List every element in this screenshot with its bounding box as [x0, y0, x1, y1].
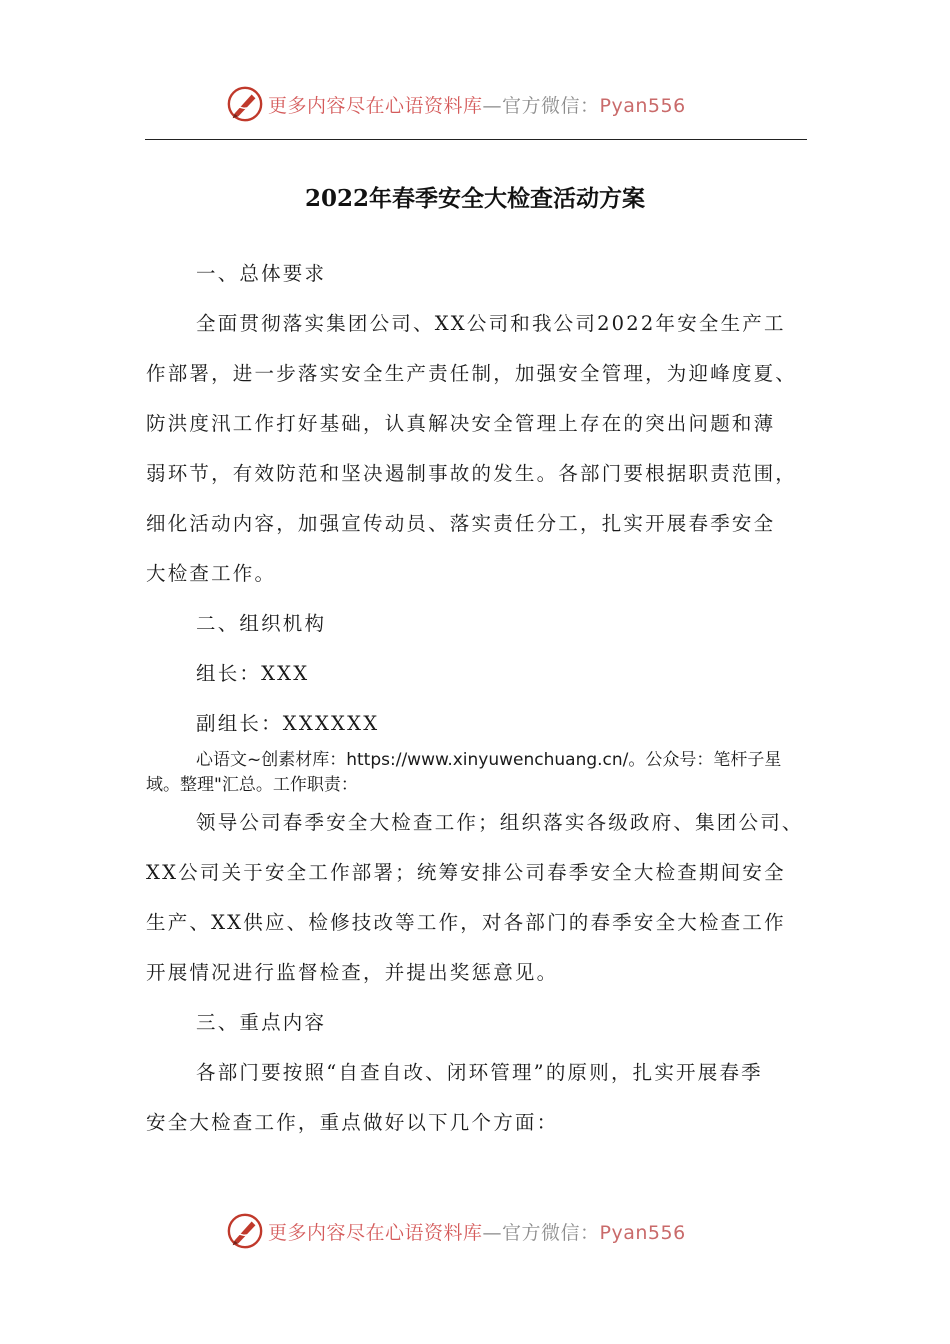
banner-dash: — [482, 94, 503, 117]
banner-wechat-id: Pyan556 [599, 94, 686, 117]
paragraph-line: 大检查工作。 [146, 562, 277, 585]
paragraph-line: 组长：XXX [196, 662, 310, 685]
section-heading: 一、总体要求 [196, 262, 327, 285]
banner-text [268, 91, 686, 118]
banner-dash: — [482, 1221, 503, 1244]
banner-main-text: 更多内容尽在心语资料库 [268, 94, 483, 117]
header-banner [226, 84, 686, 124]
paragraph-line: 安全大检查工作，重点做好以下几个方面： [146, 1111, 559, 1134]
inserted-notice-line: 域。整理"汇总。工作职责： [146, 775, 358, 795]
banner-sub-text: 官方微信： [502, 94, 600, 117]
banner-sub-text: 官方微信： [502, 1221, 600, 1244]
inserted-notice-line: 心语文~创素材库：https://www.xinyuwenchuang.cn/。公众号：笔杆子星 [196, 750, 782, 770]
banner-text [268, 1218, 686, 1245]
section-heading: 三、重点内容 [196, 1011, 327, 1034]
paragraph-line: 各部门要按照“自查自改、闭环管理”的原则，扎实开展春季 [196, 1061, 763, 1084]
document-title: 2022年春季安全大检查活动方案 [304, 185, 645, 212]
header-divider [145, 139, 807, 140]
section-heading: 二、组织机构 [196, 612, 327, 635]
paragraph-line: 开展情况进行监督检查，并提出奖惩意见。 [146, 961, 559, 984]
paragraph-line: 生产、XX供应、检修技改等工作，对各部门的春季安全大检查工作 [146, 911, 786, 934]
paragraph-line: XX公司关于安全工作部署；统筹安排公司春季安全大检查期间安全 [146, 861, 786, 884]
paragraph-line: 防洪度汛工作打好基础，认真解决安全管理上存在的突出问题和薄 [146, 412, 776, 435]
banner-main-text: 更多内容尽在心语资料库 [268, 1221, 483, 1244]
banner-wechat-id: Pyan556 [599, 1221, 686, 1244]
footer-banner [226, 1211, 686, 1251]
paragraph-line: 弱环节，有效防范和坚决遏制事故的发生。各部门要根据职责范围， [146, 462, 798, 485]
paragraph-line: 全面贯彻落实集团公司、XX公司和我公司2022年安全生产工 [196, 312, 786, 335]
paragraph-line: 副组长：XXXXXX [196, 712, 380, 735]
paragraph-line: 细化活动内容，加强宣传动员、落实责任分工，扎实开展春季安全 [146, 512, 776, 535]
pen-logo-icon [226, 85, 264, 123]
pen-logo-icon [226, 1212, 264, 1250]
paragraph-line: 作部署，进一步落实安全生产责任制，加强安全管理，为迎峰度夏、 [146, 362, 798, 385]
paragraph-line: 领导公司春季安全大检查工作；组织落实各级政府、集团公司、 [196, 811, 804, 834]
